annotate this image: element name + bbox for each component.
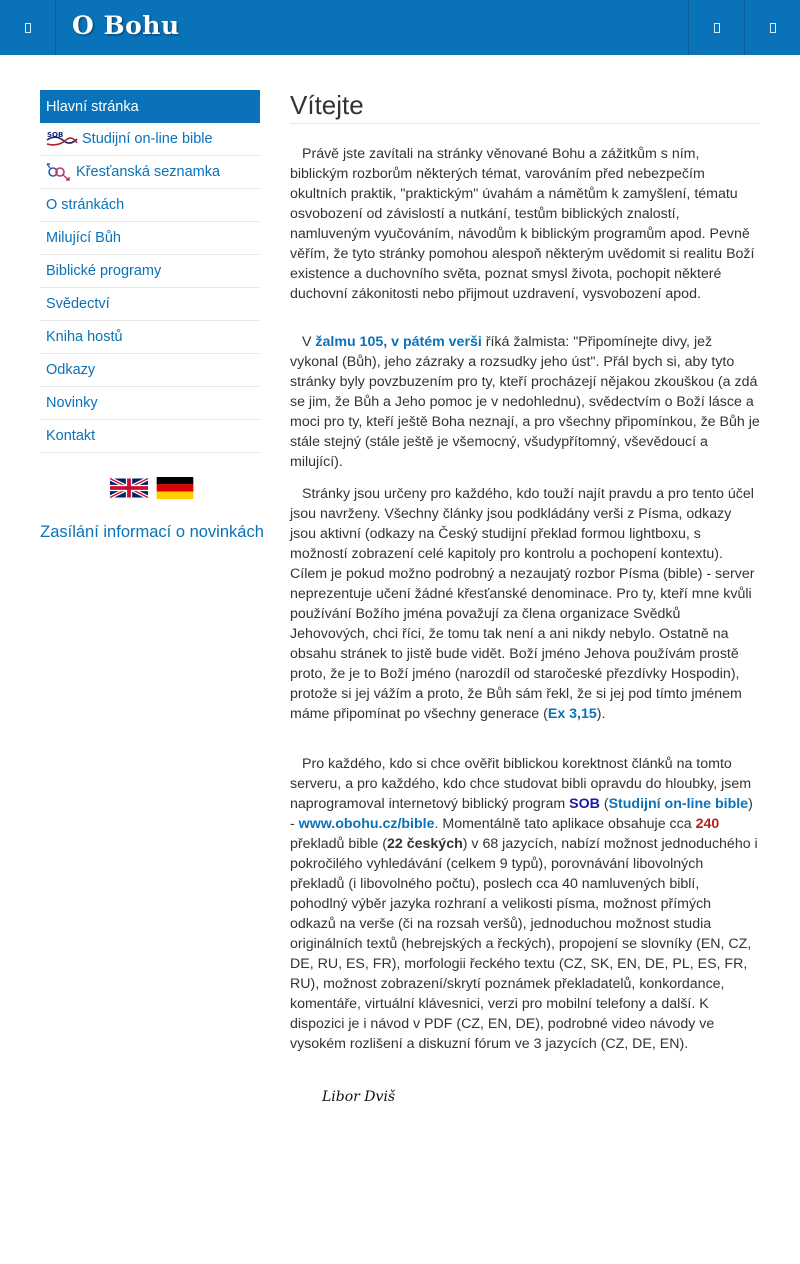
text-fragment: V bbox=[302, 334, 316, 350]
sidebar-item-bible[interactable] bbox=[40, 123, 260, 156]
text-fragment: ( bbox=[599, 796, 609, 812]
exodus-3-15-link[interactable]: Ex 3,15 bbox=[547, 706, 597, 722]
language-flags bbox=[110, 477, 194, 499]
dating-symbol-icon bbox=[46, 163, 72, 181]
newsletter-link[interactable]: Zasílání informací o novinkách bbox=[40, 523, 264, 541]
czech-count: 22 českých bbox=[387, 836, 463, 852]
sob-full-link[interactable]: Studijní on-line bible bbox=[608, 796, 749, 812]
translation-count: 240 bbox=[695, 816, 720, 832]
main-content bbox=[290, 90, 760, 1105]
sidebar-item-label: Kniha hostů bbox=[46, 329, 123, 345]
user-icon bbox=[770, 23, 776, 33]
text-fragment: ). bbox=[596, 706, 606, 722]
sob-link[interactable]: SOB bbox=[569, 796, 600, 812]
sidebar-item-dating[interactable] bbox=[40, 156, 260, 189]
sidebar-item-label: Milující Bůh bbox=[46, 230, 121, 246]
paragraph-purpose bbox=[290, 484, 760, 724]
svg-text:SOB: SOB bbox=[47, 131, 64, 139]
sidebar-item-label: Hlavní stránka bbox=[46, 98, 139, 115]
user-button[interactable] bbox=[744, 0, 800, 55]
sidebar-item-about[interactable] bbox=[40, 189, 260, 222]
sidebar-item-news[interactable] bbox=[40, 387, 260, 420]
text-fragment: . Momentálně tato aplikace obsahuje cca bbox=[434, 816, 696, 832]
sidebar-item-contact[interactable] bbox=[40, 420, 260, 453]
sidebar-item-label: O stránkách bbox=[46, 197, 125, 213]
sidebar-item-label: Novinky bbox=[46, 395, 98, 411]
paragraph-intro: Právě jste zavítali na stránky věnované Bohu a zážitkům s ním, biblickým rozborům některých témat, varováním před nebezpečím okultních praktik, "praktickým" úvahám a námětům k zamyšlení, tématu osvobození od závislostí a nutkání, testům biblických znalostí, namluveným vyučováním, návodům k biblickým programům apod. Pevně věřím, že tyto stránky pomohou alespoň některým uvědomit si realitu Boží existence a duchovního světa, poznat smysl života, pochopit některé duchovní zákonitosti nebo přijmout uzdravení, vysvobození apod. bbox=[290, 146, 755, 302]
sidebar-item-bible-programs[interactable] bbox=[40, 255, 260, 288]
sidebar-item-label: Studijní on-line bible bbox=[82, 131, 213, 147]
sidebar-item-links[interactable] bbox=[40, 354, 260, 387]
sidebar-item-home[interactable] bbox=[40, 90, 260, 123]
sidebar-item-label: Biblické programy bbox=[46, 263, 162, 279]
menu-icon bbox=[25, 23, 31, 33]
text-fragment: ) v 68 jazycích, nabízí možnost jednoduchého i pokročilého vyhledávání (celkem 9 typů), porovnávání libovolných překladů (i libovolného počtu), poslech cca 40 namluvených biblí, pohodlný výběr jazyka rozhraní a velikosti písma, možnost přímých odkazů na verše (či na rozsah veršů), jednoduchou možnost studia originálních textů (hebrejských a řeckých), propojení se slovníky (EN, CZ, DE, RU, ES, FR), morfologii řeckého textu (CZ, SK, EN, DE, PL, ES, FR, RU), možnost zobrazení/skrytí poznámek překladatelů, konkordance, komentáře, virtuální klávesnici, verzi pro mobilní telefony a další. K dispozici je i návod v PDF (CZ, EN, DE), podrobné video návody ve vysokém rozlišení a diskuzní fórum ve 3 jazycích (CZ, DE, EN). bbox=[290, 836, 758, 1052]
signature-image bbox=[320, 1084, 460, 1108]
psalm-105-link[interactable]: žalmu 105, v pátém verši bbox=[315, 334, 482, 350]
uk-flag-icon[interactable] bbox=[110, 477, 148, 499]
text-fragment: překladů bible ( bbox=[290, 836, 388, 852]
text-fragment: ) - bbox=[290, 796, 753, 832]
bible-url-link[interactable]: www.obohu.cz/bible bbox=[298, 816, 435, 832]
sidebar-item-label: Kontakt bbox=[46, 428, 96, 444]
search-button[interactable] bbox=[688, 0, 744, 55]
page-title: Vítejte bbox=[290, 90, 760, 124]
paragraph-psalm bbox=[290, 332, 760, 472]
sidebar-item-label: Svědectví bbox=[46, 296, 110, 312]
menu-button[interactable] bbox=[0, 0, 56, 55]
paragraph-sob bbox=[290, 754, 760, 1054]
sidebar-item-guestbook[interactable] bbox=[40, 321, 260, 354]
top-bar bbox=[0, 0, 800, 55]
sidebar-item-label: Křesťanská seznamka bbox=[76, 164, 221, 180]
svg-text:Libor Dviš: Libor Dviš bbox=[322, 1089, 396, 1105]
text-fragment: Stránky jsou určeny pro každého, kdo touží najít pravdu a pro tento účel jsou navrženy. Všechny články jsou podkládány verši z Písma, odkazy jsou aktivní (odkazy na Český studijní překlad formou lightboxu, s možností zobrazení celé kapitoly pro kontrolu a pochopení kontextu). Cílem je pokud možno podrobný a nezaujatý rozbor Písma (bible) - server neprezentuje učení žádné křesťanské denominace. Pro ty, kteří mne kvůli používání Božího jména považují za člena organizace Svědků Jehovových, chci říci, že tomu tak není a ani nikdy nebylo. Ostatně na obsahu stránek to jistě bude vidět. Boží jméno Jehova používám prostě proto, že je to Boží jméno (narozdíl od staročeské přezdívky Hospodin), protože si jej vážím a proto, že Bůh sám řekl, že si jej pod tímto jménem máme připomínat po všechny generace ( bbox=[290, 486, 755, 722]
text-fragment: říká žalmista: "Připomínejte divy, jež vykonal (Bůh), jeho zázraky a rozsudky jeho úst". Přál bych si, aby tyto stránky byly povzbuzením pro ty, kteří procházejí nějakou zkouškou (a zdá se jim, že Bůh a Jeho pomoc je v nedohlednu), svědectvím o Boží lásce a moci pro ty, kteří ještě Boha neznají, a pro všechny připomínkou, že Bůh je stále stejný (stále ještě je všemocný, všudypřítomný, vševědoucí a milující). bbox=[290, 334, 760, 470]
text-fragment: Pro každého, kdo si chce ověřit biblickou korektnost článků na tomto serveru, a pro každého, kdo chce studovat bibli opravdu do hloubky, jsem naprogramoval internetový biblický program bbox=[290, 756, 752, 812]
sidebar-item-loving-god[interactable] bbox=[40, 222, 260, 255]
search-icon bbox=[714, 23, 720, 33]
site-logo[interactable]: O Bohu bbox=[72, 11, 180, 40]
sidebar-nav bbox=[40, 90, 264, 541]
sob-logo-icon bbox=[46, 130, 78, 148]
sidebar-item-testimony[interactable] bbox=[40, 288, 260, 321]
sidebar-item-label: Odkazy bbox=[46, 362, 96, 378]
german-flag-icon[interactable] bbox=[156, 477, 194, 499]
